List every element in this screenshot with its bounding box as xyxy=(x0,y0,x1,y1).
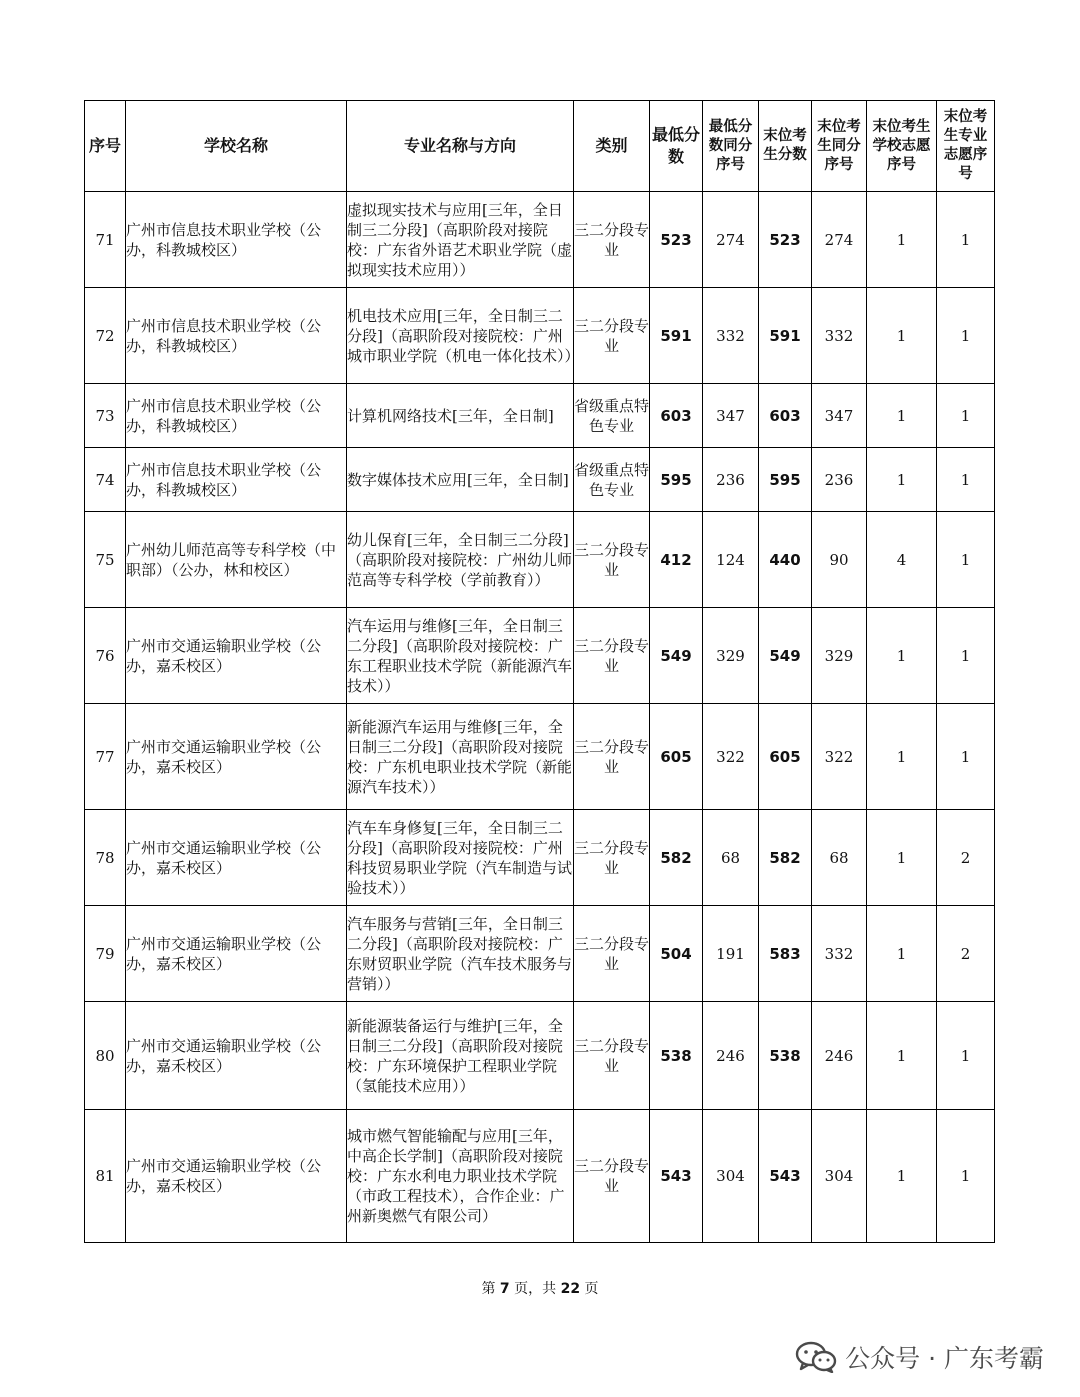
cell-min-rank: 124 xyxy=(703,512,759,608)
cell-school: 广州市信息技术职业学校（公办，科教城校区） xyxy=(126,448,347,512)
cell-category: 三二分段专业 xyxy=(574,608,650,704)
cell-school-pref: 1 xyxy=(867,192,937,288)
cell-major-pref: 1 xyxy=(937,512,995,608)
header-min-score: 最低分数 xyxy=(650,101,703,192)
cell-last-score: 582 xyxy=(759,810,812,906)
cell-major-pref: 1 xyxy=(937,288,995,384)
cell-last-rank: 90 xyxy=(812,512,867,608)
table-row xyxy=(85,810,995,906)
cell-major-pref: 1 xyxy=(937,448,995,512)
footer-page-number: 7 xyxy=(499,1281,510,1297)
table-row xyxy=(85,1002,995,1110)
cell-min-rank: 236 xyxy=(703,448,759,512)
cell-category: 三二分段专业 xyxy=(574,288,650,384)
header-category: 类别 xyxy=(574,101,650,192)
cell-major: 汽车服务与营销[三年，全日制三二分段]（高职阶段对接院校：广东财贸职业学院（汽车技术服务与营销）） xyxy=(347,906,574,1002)
cell-school-pref: 1 xyxy=(867,1002,937,1110)
cell-major: 幼儿保育[三年，全日制三二分段]（高职阶段对接院校：广州幼儿师范高等专科学校（学前教育）） xyxy=(347,512,574,608)
table-row xyxy=(85,512,995,608)
table-row xyxy=(85,704,995,810)
header-school: 学校名称 xyxy=(126,101,347,192)
header-min-rank: 最低分数同分序号 xyxy=(703,101,759,192)
cell-min-score: 538 xyxy=(650,1002,703,1110)
cell-school: 广州幼儿师范高等专科学校（中职部）（公办，林和校区） xyxy=(126,512,347,608)
cell-last-score: 605 xyxy=(759,704,812,810)
cell-last-score: 595 xyxy=(759,448,812,512)
cell-min-rank: 246 xyxy=(703,1002,759,1110)
cell-major-pref: 1 xyxy=(937,384,995,448)
cell-min-score: 591 xyxy=(650,288,703,384)
cell-min-score: 543 xyxy=(650,1110,703,1243)
cell-seq: 78 xyxy=(85,810,126,906)
cell-major: 数字媒体技术应用[三年，全日制] xyxy=(347,448,574,512)
cell-min-rank: 347 xyxy=(703,384,759,448)
cell-category: 三二分段专业 xyxy=(574,1110,650,1243)
cell-school-pref: 1 xyxy=(867,810,937,906)
cell-major-pref: 1 xyxy=(937,608,995,704)
cell-major: 新能源汽车运用与维修[三年，全日制三二分段]（高职阶段对接院校：广东机电职业技术学院（新能源汽车技术）） xyxy=(347,704,574,810)
header-row xyxy=(85,101,995,192)
cell-last-rank: 68 xyxy=(812,810,867,906)
cell-school: 广州市信息技术职业学校（公办，科教城校区） xyxy=(126,192,347,288)
table-row xyxy=(85,448,995,512)
cell-category: 三二分段专业 xyxy=(574,512,650,608)
cell-major: 虚拟现实技术与应用[三年，全日制三二分段]（高职阶段对接院校：广东省外语艺术职业学院（虚拟现实技术应用）） xyxy=(347,192,574,288)
cell-last-score: 538 xyxy=(759,1002,812,1110)
cell-major: 新能源装备运行与维护[三年，全日制三二分段]（高职阶段对接院校：广东环境保护工程职业学院（氢能技术应用）） xyxy=(347,1002,574,1110)
cell-last-score: 583 xyxy=(759,906,812,1002)
cell-school-pref: 1 xyxy=(867,288,937,384)
cell-category: 三二分段专业 xyxy=(574,906,650,1002)
cell-school-pref: 1 xyxy=(867,906,937,1002)
cell-min-rank: 191 xyxy=(703,906,759,1002)
cell-min-score: 412 xyxy=(650,512,703,608)
cell-min-score: 605 xyxy=(650,704,703,810)
cell-school: 广州市交通运输职业学校（公办，嘉禾校区） xyxy=(126,608,347,704)
cell-min-score: 549 xyxy=(650,608,703,704)
cell-major-pref: 1 xyxy=(937,192,995,288)
cell-school-pref: 1 xyxy=(867,1110,937,1243)
cell-last-score: 543 xyxy=(759,1110,812,1243)
table-row xyxy=(85,906,995,1002)
cell-major: 城市燃气智能输配与应用[三年，中高企长学制]（高职阶段对接院校：广东水利电力职业技术学院（市政工程技术），合作企业：广州新奥燃气有限公司） xyxy=(347,1110,574,1243)
watermark-text: 公众号 · 广东考霸 xyxy=(845,1344,1044,1373)
cell-last-score: 603 xyxy=(759,384,812,448)
cell-min-rank: 332 xyxy=(703,288,759,384)
cell-min-score: 504 xyxy=(650,906,703,1002)
cell-last-rank: 246 xyxy=(812,1002,867,1110)
cell-major-pref: 2 xyxy=(937,906,995,1002)
cell-seq: 71 xyxy=(85,192,126,288)
table-row xyxy=(85,384,995,448)
table-row xyxy=(85,288,995,384)
cell-school: 广州市信息技术职业学校（公办，科教城校区） xyxy=(126,288,347,384)
cell-school: 广州市信息技术职业学校（公办，科教城校区） xyxy=(126,384,347,448)
cell-school: 广州市交通运输职业学校（公办，嘉禾校区） xyxy=(126,1110,347,1243)
footer-total-pages: 22 xyxy=(560,1281,581,1297)
cell-major: 计算机网络技术[三年，全日制] xyxy=(347,384,574,448)
cell-category: 三二分段专业 xyxy=(574,704,650,810)
cell-major-pref: 1 xyxy=(937,1002,995,1110)
cell-last-rank: 274 xyxy=(812,192,867,288)
cell-school: 广州市交通运输职业学校（公办，嘉禾校区） xyxy=(126,704,347,810)
cell-seq: 73 xyxy=(85,384,126,448)
cell-major: 汽车车身修复[三年，全日制三二分段]（高职阶段对接院校：广州科技贸易职业学院（汽车制造与试验技术）） xyxy=(347,810,574,906)
cell-last-rank: 304 xyxy=(812,1110,867,1243)
cell-last-score: 591 xyxy=(759,288,812,384)
cell-min-score: 582 xyxy=(650,810,703,906)
footer-suffix: 页 xyxy=(584,1281,599,1297)
cell-seq: 74 xyxy=(85,448,126,512)
cell-major-pref: 2 xyxy=(937,810,995,906)
header-last-major-pref: 末位考生专业志愿序号 xyxy=(937,101,995,192)
cell-category: 三二分段专业 xyxy=(574,1002,650,1110)
cell-school: 广州市交通运输职业学校（公办，嘉禾校区） xyxy=(126,906,347,1002)
cell-last-rank: 332 xyxy=(812,288,867,384)
header-last-rank: 末位考生同分序号 xyxy=(812,101,867,192)
cell-min-score: 603 xyxy=(650,384,703,448)
footer-middle: 页，共 xyxy=(514,1281,557,1297)
cell-school-pref: 1 xyxy=(867,384,937,448)
cell-major: 汽车运用与维修[三年，全日制三二分段]（高职阶段对接院校：广东工程职业技术学院（新能源汽车技术）） xyxy=(347,608,574,704)
cell-last-rank: 236 xyxy=(812,448,867,512)
header-seq: 序号 xyxy=(85,101,126,192)
cell-seq: 75 xyxy=(85,512,126,608)
cell-last-rank: 347 xyxy=(812,384,867,448)
cell-min-rank: 274 xyxy=(703,192,759,288)
cell-category: 三二分段专业 xyxy=(574,810,650,906)
cell-last-rank: 332 xyxy=(812,906,867,1002)
cell-school: 广州市交通运输职业学校（公办，嘉禾校区） xyxy=(126,1002,347,1110)
cell-major: 机电技术应用[三年，全日制三二分段]（高职阶段对接院校：广州城市职业学院（机电一体化技术）） xyxy=(347,288,574,384)
header-last-score: 末位考生分数 xyxy=(759,101,812,192)
cell-last-score: 440 xyxy=(759,512,812,608)
watermark xyxy=(795,1337,1044,1377)
cell-seq: 72 xyxy=(85,288,126,384)
table-row xyxy=(85,1110,995,1243)
cell-min-rank: 329 xyxy=(703,608,759,704)
header-major: 专业名称与方向 xyxy=(347,101,574,192)
page-footer xyxy=(0,1278,1080,1298)
cell-school-pref: 4 xyxy=(867,512,937,608)
wechat-icon xyxy=(795,1341,837,1373)
cell-seq: 80 xyxy=(85,1002,126,1110)
cell-last-rank: 329 xyxy=(812,608,867,704)
cell-school-pref: 1 xyxy=(867,704,937,810)
cell-seq: 77 xyxy=(85,704,126,810)
cell-seq: 79 xyxy=(85,906,126,1002)
table-row xyxy=(85,608,995,704)
cell-category: 省级重点特色专业 xyxy=(574,384,650,448)
cell-last-rank: 322 xyxy=(812,704,867,810)
cell-min-rank: 322 xyxy=(703,704,759,810)
cell-min-rank: 304 xyxy=(703,1110,759,1243)
cell-category: 三二分段专业 xyxy=(574,192,650,288)
cell-min-score: 595 xyxy=(650,448,703,512)
header-last-school-pref: 末位考生学校志愿序号 xyxy=(867,101,937,192)
cell-major-pref: 1 xyxy=(937,704,995,810)
cell-last-score: 549 xyxy=(759,608,812,704)
cell-major-pref: 1 xyxy=(937,1110,995,1243)
admission-score-table xyxy=(84,100,995,1243)
cell-school-pref: 1 xyxy=(867,608,937,704)
cell-seq: 76 xyxy=(85,608,126,704)
cell-school: 广州市交通运输职业学校（公办，嘉禾校区） xyxy=(126,810,347,906)
cell-last-score: 523 xyxy=(759,192,812,288)
cell-school-pref: 1 xyxy=(867,448,937,512)
cell-min-rank: 68 xyxy=(703,810,759,906)
cell-min-score: 523 xyxy=(650,192,703,288)
cell-seq: 81 xyxy=(85,1110,126,1243)
footer-prefix: 第 xyxy=(481,1281,496,1297)
table-row xyxy=(85,192,995,288)
cell-category: 省级重点特色专业 xyxy=(574,448,650,512)
